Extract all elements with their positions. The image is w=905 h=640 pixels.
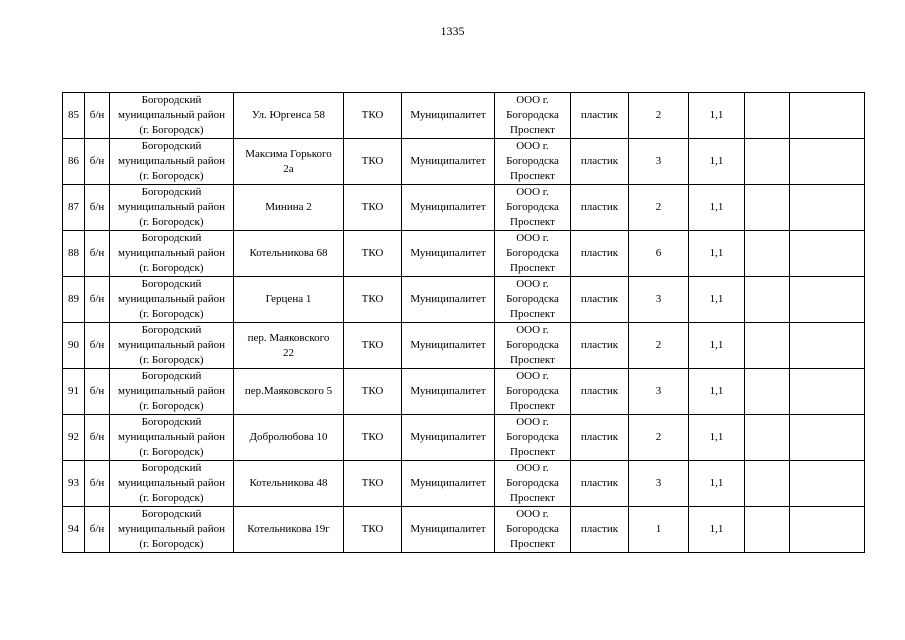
owner-cell: Муниципалитет <box>402 415 495 461</box>
empty-cell <box>790 139 865 185</box>
row-number-cell: 90 <box>63 323 85 369</box>
container-count-cell: 3 <box>629 369 689 415</box>
waste-type-cell: ТКО <box>344 231 402 277</box>
operator-cell: ООО г. Богородска Проспект <box>495 139 571 185</box>
address-cell: Котельникова 68 <box>234 231 344 277</box>
empty-cell <box>745 277 790 323</box>
operator-cell: ООО г. Богородска Проспект <box>495 507 571 553</box>
table-row <box>63 231 865 277</box>
operator-cell: ООО г. Богородска Проспект <box>495 415 571 461</box>
waste-type-cell: ТКО <box>344 277 402 323</box>
container-volume-cell: 1,1 <box>689 185 745 231</box>
table-body <box>63 93 865 553</box>
row-number-cell: 89 <box>63 277 85 323</box>
district-cell: Богородский муниципальный район (г. Богородск) <box>110 277 234 323</box>
container-volume-cell: 1,1 <box>689 231 745 277</box>
empty-cell <box>790 185 865 231</box>
container-volume-cell: 1,1 <box>689 93 745 139</box>
row-number-cell: 86 <box>63 139 85 185</box>
owner-cell: Муниципалитет <box>402 93 495 139</box>
container-material-cell: пластик <box>571 93 629 139</box>
operator-cell: ООО г. Богородска Проспект <box>495 461 571 507</box>
empty-cell <box>745 461 790 507</box>
waste-type-cell: ТКО <box>344 323 402 369</box>
container-material-cell: пластик <box>571 323 629 369</box>
empty-cell <box>790 231 865 277</box>
owner-cell: Муниципалитет <box>402 369 495 415</box>
table-row <box>63 277 865 323</box>
container-sites-table <box>62 92 865 553</box>
container-material-cell: пластик <box>571 415 629 461</box>
container-count-cell: 1 <box>629 507 689 553</box>
empty-cell <box>790 415 865 461</box>
waste-type-cell: ТКО <box>344 415 402 461</box>
container-material-cell: пластик <box>571 507 629 553</box>
owner-cell: Муниципалитет <box>402 323 495 369</box>
table-row <box>63 185 865 231</box>
empty-cell <box>745 139 790 185</box>
registration-number-cell: б/н <box>85 415 110 461</box>
address-cell: Добролюбова 10 <box>234 415 344 461</box>
row-number-cell: 87 <box>63 185 85 231</box>
row-number-cell: 91 <box>63 369 85 415</box>
page-number: 1335 <box>440 24 465 38</box>
empty-cell <box>745 93 790 139</box>
container-volume-cell: 1,1 <box>689 415 745 461</box>
address-cell: Ул. Юргенса 58 <box>234 93 344 139</box>
container-count-cell: 6 <box>629 231 689 277</box>
table-row <box>63 93 865 139</box>
empty-cell <box>745 231 790 277</box>
container-volume-cell: 1,1 <box>689 461 745 507</box>
table-row <box>63 507 865 553</box>
empty-cell <box>790 369 865 415</box>
table-row <box>63 415 865 461</box>
waste-type-cell: ТКО <box>344 369 402 415</box>
district-cell: Богородский муниципальный район (г. Богородск) <box>110 231 234 277</box>
operator-cell: ООО г. Богородска Проспект <box>495 231 571 277</box>
owner-cell: Муниципалитет <box>402 461 495 507</box>
district-cell: Богородский муниципальный район (г. Богородск) <box>110 185 234 231</box>
waste-type-cell: ТКО <box>344 185 402 231</box>
container-material-cell: пластик <box>571 461 629 507</box>
row-number-cell: 85 <box>63 93 85 139</box>
owner-cell: Муниципалитет <box>402 507 495 553</box>
operator-cell: ООО г. Богородска Проспект <box>495 323 571 369</box>
waste-type-cell: ТКО <box>344 507 402 553</box>
registration-number-cell: б/н <box>85 369 110 415</box>
container-count-cell: 2 <box>629 185 689 231</box>
container-volume-cell: 1,1 <box>689 323 745 369</box>
row-number-cell: 93 <box>63 461 85 507</box>
container-material-cell: пластик <box>571 185 629 231</box>
waste-type-cell: ТКО <box>344 93 402 139</box>
empty-cell <box>745 507 790 553</box>
district-cell: Богородский муниципальный район (г. Богородск) <box>110 139 234 185</box>
empty-cell <box>745 415 790 461</box>
address-cell: пер.Маяковского 5 <box>234 369 344 415</box>
address-cell: пер. Маяковского 22 <box>234 323 344 369</box>
waste-type-cell: ТКО <box>344 139 402 185</box>
empty-cell <box>790 507 865 553</box>
container-material-cell: пластик <box>571 231 629 277</box>
empty-cell <box>790 93 865 139</box>
empty-cell <box>790 277 865 323</box>
operator-cell: ООО г. Богородска Проспект <box>495 369 571 415</box>
registration-number-cell: б/н <box>85 323 110 369</box>
registration-number-cell: б/н <box>85 93 110 139</box>
address-cell: Герцена 1 <box>234 277 344 323</box>
district-cell: Богородский муниципальный район (г. Богородск) <box>110 507 234 553</box>
address-cell: Максима Горького 2а <box>234 139 344 185</box>
empty-cell <box>745 369 790 415</box>
registration-number-cell: б/н <box>85 277 110 323</box>
owner-cell: Муниципалитет <box>402 139 495 185</box>
row-number-cell: 94 <box>63 507 85 553</box>
registration-number-cell: б/н <box>85 507 110 553</box>
row-number-cell: 88 <box>63 231 85 277</box>
container-count-cell: 2 <box>629 323 689 369</box>
registration-number-cell: б/н <box>85 185 110 231</box>
operator-cell: ООО г. Богородска Проспект <box>495 277 571 323</box>
registration-number-cell: б/н <box>85 231 110 277</box>
table-row <box>63 139 865 185</box>
address-cell: Котельникова 19г <box>234 507 344 553</box>
container-volume-cell: 1,1 <box>689 369 745 415</box>
container-count-cell: 3 <box>629 139 689 185</box>
container-count-cell: 3 <box>629 461 689 507</box>
table-row <box>63 323 865 369</box>
empty-cell <box>745 323 790 369</box>
table-row <box>63 461 865 507</box>
district-cell: Богородский муниципальный район (г. Богородск) <box>110 323 234 369</box>
owner-cell: Муниципалитет <box>402 185 495 231</box>
address-cell: Минина 2 <box>234 185 344 231</box>
container-count-cell: 3 <box>629 277 689 323</box>
container-count-cell: 2 <box>629 415 689 461</box>
operator-cell: ООО г. Богородска Проспект <box>495 185 571 231</box>
district-cell: Богородский муниципальный район (г. Богородск) <box>110 369 234 415</box>
registration-number-cell: б/н <box>85 461 110 507</box>
registration-number-cell: б/н <box>85 139 110 185</box>
empty-cell <box>790 461 865 507</box>
district-cell: Богородский муниципальный район (г. Богородск) <box>110 461 234 507</box>
address-cell: Котельникова 48 <box>234 461 344 507</box>
owner-cell: Муниципалитет <box>402 277 495 323</box>
container-volume-cell: 1,1 <box>689 507 745 553</box>
operator-cell: ООО г. Богородска Проспект <box>495 93 571 139</box>
container-material-cell: пластик <box>571 139 629 185</box>
container-volume-cell: 1,1 <box>689 277 745 323</box>
owner-cell: Муниципалитет <box>402 231 495 277</box>
district-cell: Богородский муниципальный район (г. Богородск) <box>110 415 234 461</box>
row-number-cell: 92 <box>63 415 85 461</box>
table-row <box>63 369 865 415</box>
container-material-cell: пластик <box>571 277 629 323</box>
waste-type-cell: ТКО <box>344 461 402 507</box>
empty-cell <box>790 323 865 369</box>
empty-cell <box>745 185 790 231</box>
container-volume-cell: 1,1 <box>689 139 745 185</box>
container-material-cell: пластик <box>571 369 629 415</box>
district-cell: Богородский муниципальный район (г. Богородск) <box>110 93 234 139</box>
container-count-cell: 2 <box>629 93 689 139</box>
